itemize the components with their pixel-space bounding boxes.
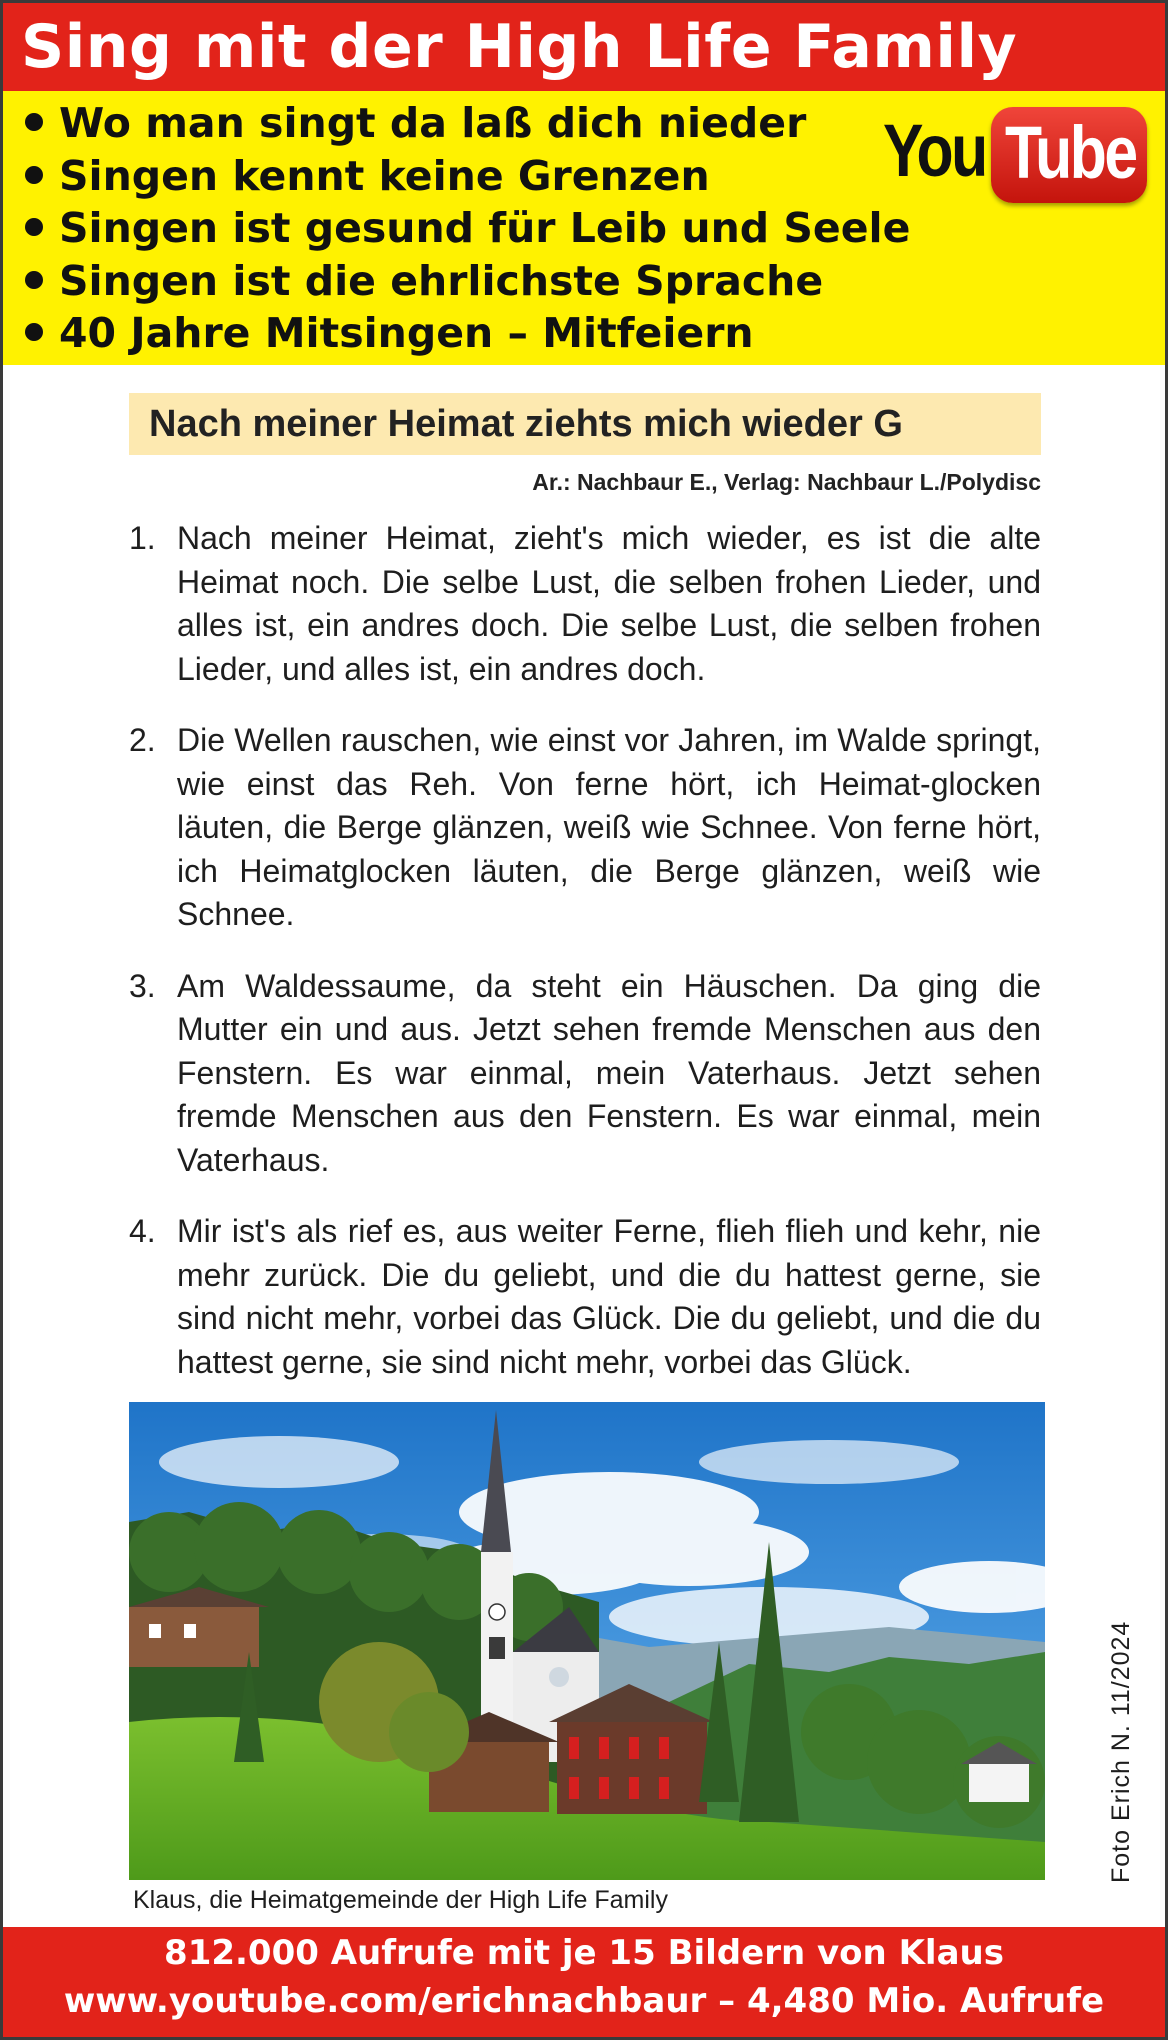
verse-number: 4. (129, 1213, 156, 1249)
verse (129, 1210, 1041, 1384)
verse-text: Am Waldessaume, da steht ein Häuschen. Da ging die Mutter ein und aus. Jetzt sehen fremde Menschen aus den Fenstern. Es war einmal, mein Vaterhaus. Jetzt sehen fremde Menschen aus den Fenstern. Es war einmal, mein Vaterhaus. (177, 967, 1041, 1178)
village-illustration (129, 1402, 1045, 1880)
footer-banner (3, 1927, 1165, 2037)
verse-text: Die Wellen rauschen, wie einst vor Jahren, im Walde springt, wie einst das Reh. Von ferne hört, ich Heimat-glocken läuten, die Berge glänzen, weiß wie Schnee. Von ferne hört, ich Heimatglocken läuten, die Berge glänzen, weiß wie Schnee. (177, 722, 1041, 932)
bullet-icon (25, 113, 43, 131)
slogan-item: Singen kennt keine Grenzen (25, 150, 910, 203)
song-title: Nach meiner Heimat ziehts mich wieder G (149, 403, 903, 445)
slogan-item: Singen ist die ehrlichste Sprache (25, 255, 910, 308)
song-credits: Ar.: Nachbaur E., Verlag: Nachbaur L./Polydisc (532, 469, 1041, 495)
verse (129, 719, 1041, 937)
photo-credit: Foto Erich N. 11/2024 (1107, 1620, 1135, 1883)
photo-caption: Klaus, die Heimatgemeinde der High Life Family (133, 1886, 668, 1914)
verse-text: Mir ist's als rief es, aus weiter Ferne, flieh flieh und kehr, nie mehr zurück. Die du geliebt, und die du hattest gerne, sie sind nicht mehr, vorbei das Glück. Die du geliebt, und die du hattest gerne, sie sind nicht mehr, vorbei das Glück. (177, 1213, 1041, 1380)
slogan-box (3, 91, 1165, 365)
verse (129, 517, 1041, 691)
bullet-icon (25, 166, 43, 184)
footer-views: 812.000 Aufrufe mit je 15 Bildern von Klaus (164, 1933, 1004, 1973)
slogan-item: 40 Jahre Mitsingen – Mitfeiern (25, 307, 910, 360)
verse-list (129, 517, 1041, 1412)
village-photo (129, 1402, 1045, 1880)
slogan-list (25, 97, 910, 360)
bullet-icon (25, 271, 43, 289)
page-title: Sing mit der High Life Family (21, 12, 1018, 82)
song-title-box (129, 393, 1041, 455)
slogan-item: Wo man singt da laß dich nieder (25, 97, 910, 150)
youtube-logo-tube: Tube (1005, 111, 1136, 194)
verse-number: 2. (129, 722, 156, 758)
youtube-logo-you: You (883, 109, 986, 192)
bullet-icon (25, 323, 43, 341)
verse (129, 965, 1041, 1183)
youtube-logo-pill (991, 107, 1147, 203)
verse-number: 3. (129, 967, 156, 1004)
right-house (969, 1762, 1029, 1802)
footer-youtube-link[interactable]: www.youtube.com/erichnachbaur – 4,480 Mio. Aufrufe (63, 1981, 1105, 2021)
slogan-item: Singen ist gesund für Leib und Seele (25, 202, 910, 255)
bullet-icon (25, 218, 43, 236)
header-banner (3, 3, 1165, 91)
youtube-logo (883, 101, 1149, 201)
verse-text: Nach meiner Heimat, zieht's mich wieder, es ist die alte Heimat noch. Die selbe Lust, die selben frohen Lieder, und alles ist, ein andres doch. Die selbe Lust, die selben frohen Lieder, und alles ist, ein andres doch. (177, 520, 1041, 687)
verse-number: 1. (129, 520, 156, 556)
